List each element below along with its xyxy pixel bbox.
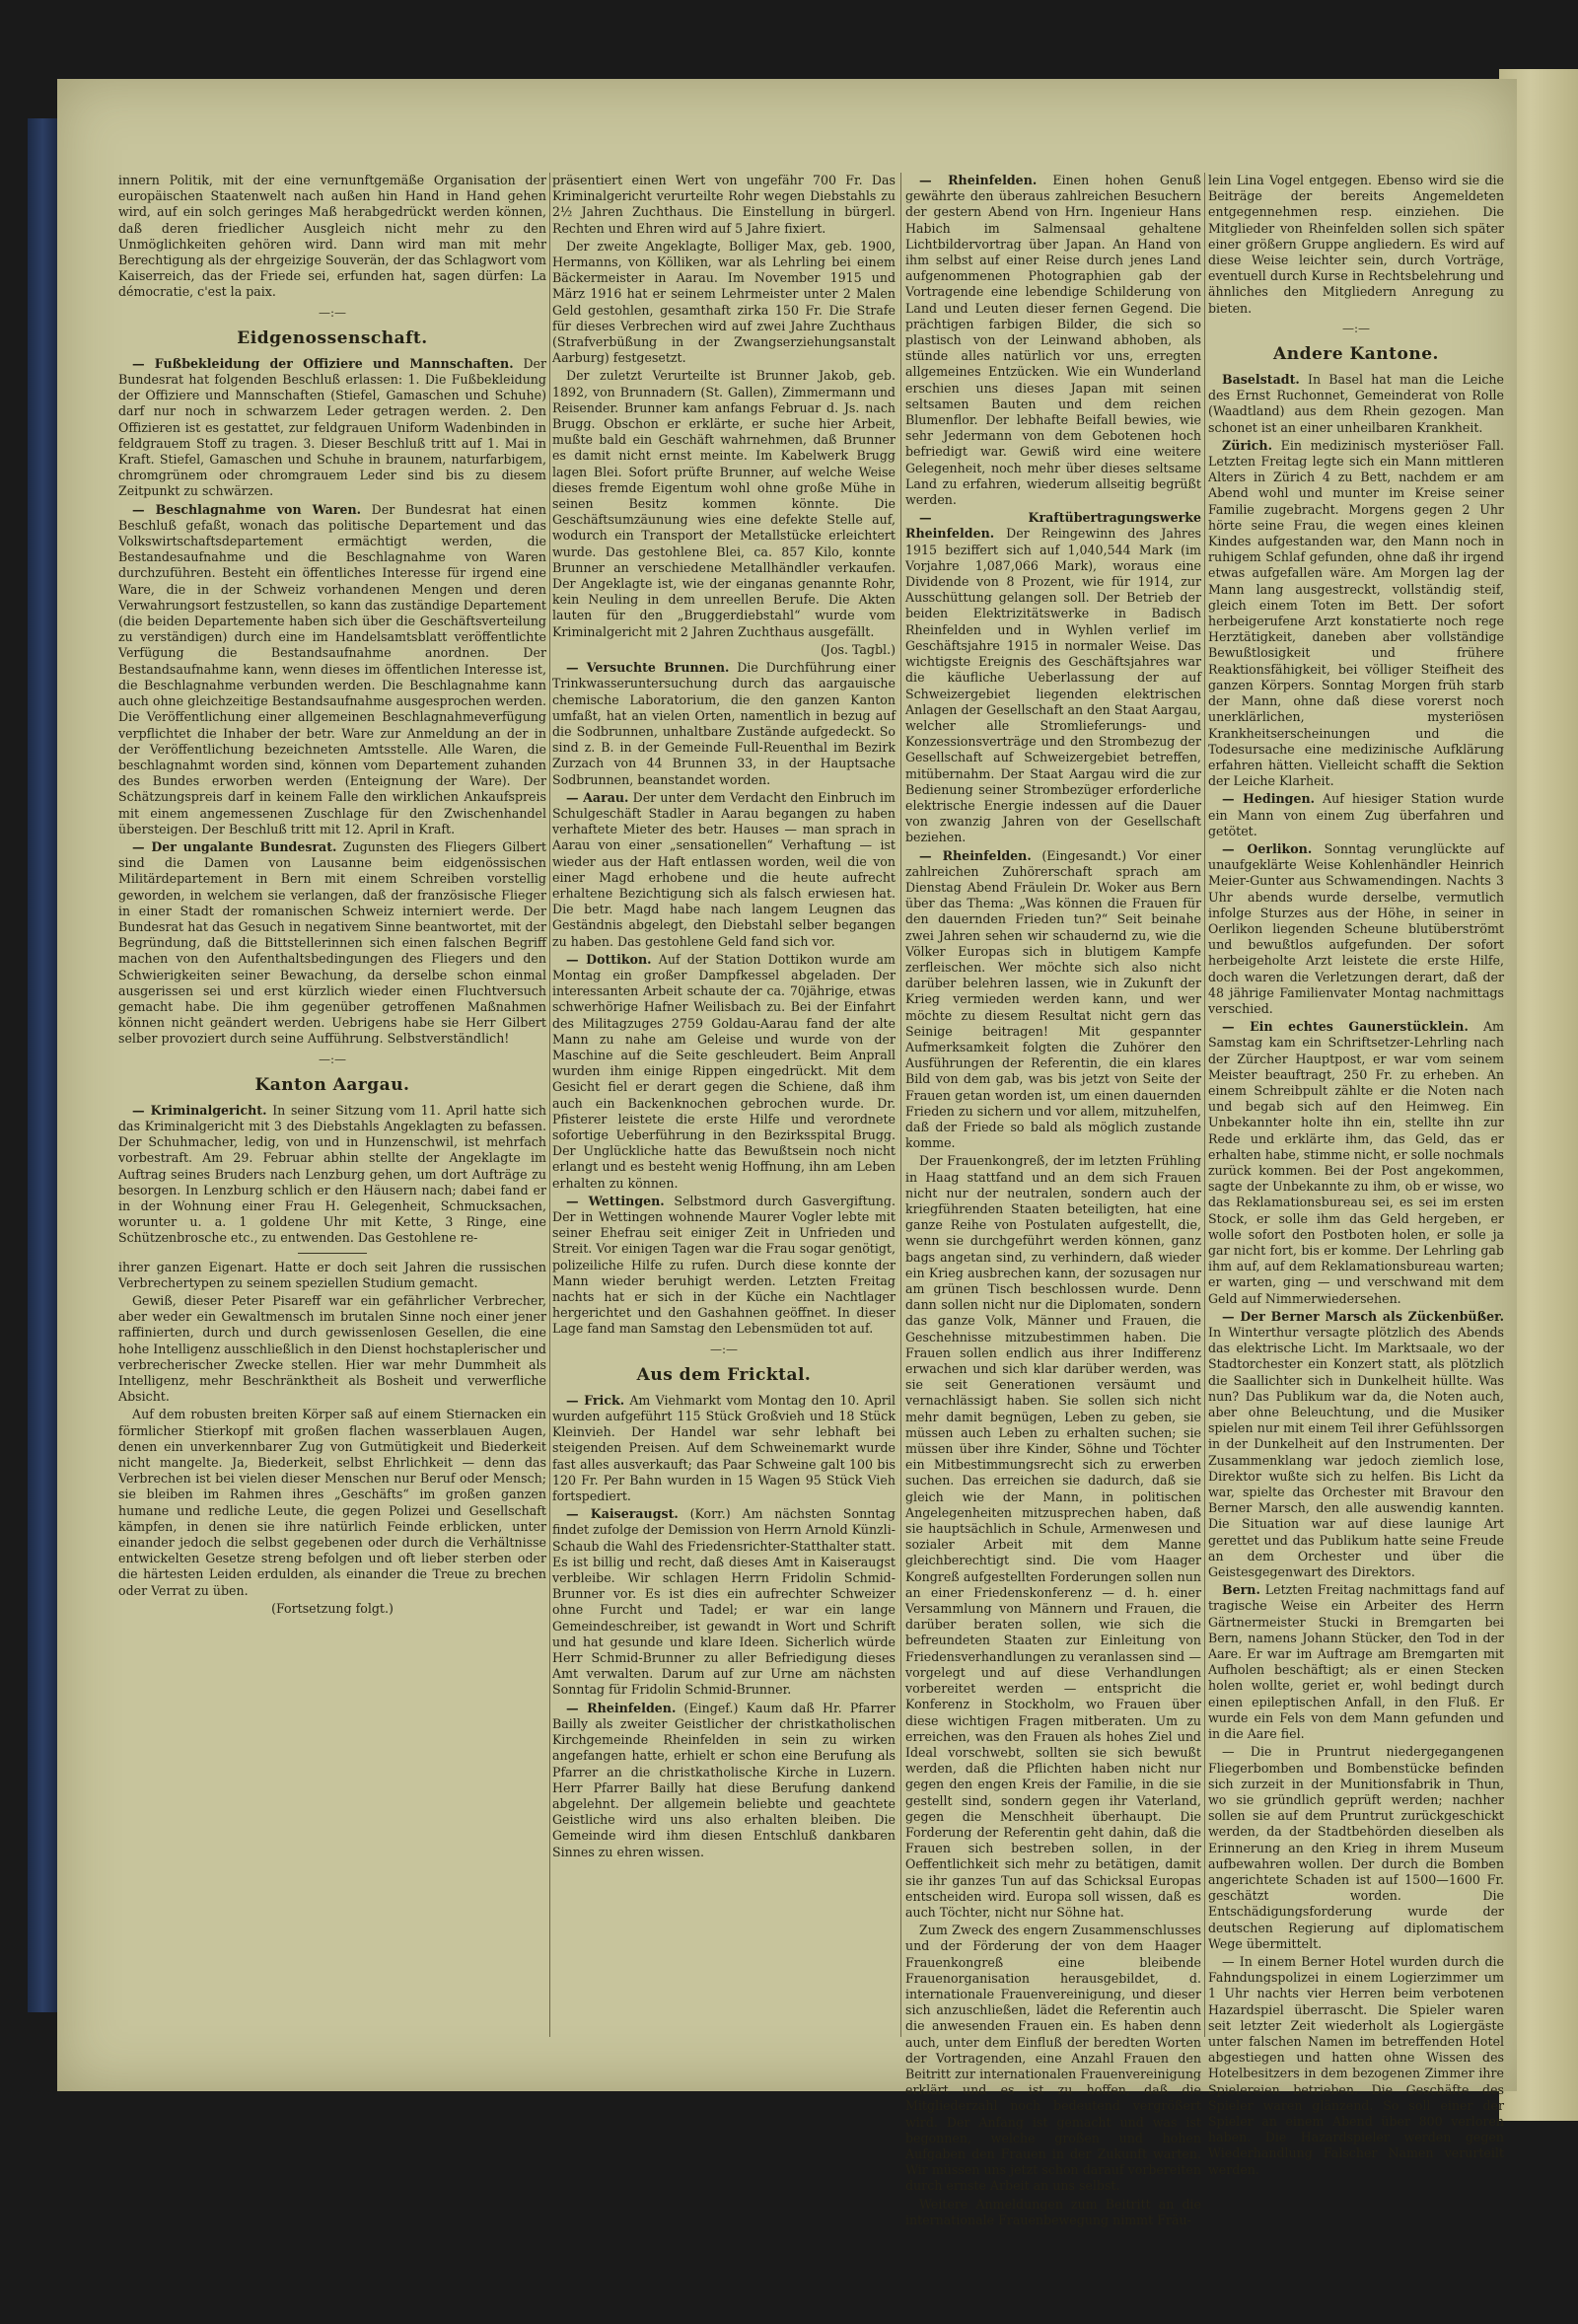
- column-rule: [1204, 173, 1205, 2037]
- article-paragraph: [1208, 791, 1504, 839]
- article-paragraph: [118, 356, 546, 500]
- section-divider: —:—: [1341, 321, 1371, 335]
- article-lead: — Der Berner Marsch als Zückenbüßer.: [1222, 1308, 1504, 1324]
- article-paragraph: [1208, 841, 1504, 1017]
- article-lead: — Rheinfelden.: [919, 847, 1032, 863]
- article-text: Zum Zweck des engern Zusammenschlusses und der Förderung der von dem Haager Frauenkongreß eine bleibende Frauenorganisation herausgebildet, d. internationale Frauenvereinigung, und dieser sich anzuschließen, lädet die Referentin auch die anwesenden Frauen ein. Es haben denn auch, unter dem Einfluß der beredten Worten der Vortragenden, eine Anzahl Frauen den Beitritt zur internationalen Frauenvereinigung erklärt und es ist zu hoffen, daß die Mitgliederzahl noch bedeutend vergrößert wird. Der Anfang ist gemacht und was ist begonnen, welche großen und hohen Aufgaben den Frauen in der Zukunft warten. Wir müssen uns jetzt schon darauf vorbereiten durch ernste Arbeit an uns selbst.: [905, 1923, 1201, 2194]
- article-lead: Bern.: [1222, 1582, 1260, 1598]
- section-heading: Aus dem Fricktal.: [636, 1364, 812, 1385]
- article-text: Selbstmord durch Gasvergiftung. Der in Wettingen wohnende Maurer Vogler lebte mit seiner Ehefrau seit einiger Zeit in Unfrieden und Streit. Vor einigen Tagen war die Frau sogar genötigt, polizeiliche Hilfe zu rufen. Durch diese konnte der Mann wieder beruhigt werden. Letzten Freitag nachts hat er sich in der Küche ein Nachtlager hergerichtet und den Gashahnen geöffnet. In dieser Lage fand man Samstag den Lebensmüden tot auf.: [552, 1193, 896, 1337]
- section-heading: Andere Kantone.: [1273, 344, 1439, 365]
- feuilleton-text: ihrer ganzen Eigenart. Hatte er doch seit Jahren die russischen Verbrechertypen zu seinem speziellen Studium gemacht.: [118, 1259, 546, 1290]
- article-paragraph: [1208, 1309, 1504, 1580]
- article-text: Sonntag verunglückte auf unaufgeklärte Weise Kohlenhändler Heinrich Meier-Gunter aus Schwamendingen. Nachts 3 Uhr abends wurde derselbe, vermutlich infolge Sturzes aus der Höhe, in seiner in Oerlikon liegenden Scheune blutüberströmt und bewußtlos aufgefunden. Der sofort herbeigeholte Arzt leistete die erste Hilfe, doch waren die Verletzungen derart, daß der 48 jährige Familienvater Montag nachmittags verschied.: [1208, 840, 1504, 1016]
- article-paragraph: [1208, 372, 1504, 436]
- article-lead: — Kriminalgericht.: [132, 1102, 267, 1118]
- article-text: Zugunsten des Fliegers Gilbert sind die Damen von Lausanne beim eidgenössischen Militärdepartement in Bern mit einem Schreiben vorstellig geworden, in welchem sie verlangen, daß der französische Flieger in einer Stadt der romanischen Schweiz interniert werde. Der Bundesrat hat das Gesuch in negativem Sinne beantwortet, mit der Begründung, daß die Bittstellerinnen sich einen falschen Begriff machen von den Aufenthaltsbedingungen des Fliegers und den Schwierigkeiten seiner Bewachung, da derselbe schon einmal ausgerissen sei und erst kürzlich wieder einen Fluchtversuch gemacht habe. Die ihm gegenüber getroffenen Maßnahmen können nicht geändert werden. Uebrigens habe sie Herr Gilbert selber provoziert durch seine Aufführung. Selbstverständlich!: [118, 838, 546, 1047]
- section-divider: —:—: [709, 1342, 739, 1356]
- section-heading: Eidgenossenschaft.: [237, 327, 428, 348]
- article-lead: — Hedingen.: [1222, 791, 1316, 807]
- article-paragraph: [118, 502, 546, 837]
- article-paragraph: [905, 173, 1201, 508]
- article-paragraph: [905, 848, 1201, 1152]
- article-text: Weitere Anmeldungen zum Beitritt an die internationale Frauenbewegung nimmt Fräu-: [905, 2196, 1201, 2227]
- article-text: Der Bundesrat hat folgenden Beschluß erlassen: 1. Die Fußbekleidung der Offiziere und Mannschaften (Stiefel, Gamaschen und Schuhe) darf nur noch in schwarzem Leder getragen werden. 2. Den Offizieren ist es gestattet, zur feldgrauen Uniform Wadenbinden in feldgrauem Stoff zu tragen. 3. Dieser Beschluß tritt auf 1. Mai in Kraft. Stiefel, Gamaschen und Schuhe in braunem, naturfarbigem, chromgrünem oder chromgrauem Leder sind bis zu diesem Zeitpunkt zu schwärzen.: [118, 355, 547, 499]
- article-text: innern Politik, mit der eine vernunftgemäße Organisation der europäischen Staatenwelt nach außen hin Hand in Hand gehen wird, auf ein solch geringes Maß herabgedrückt werden können, daß deren friedlicher Ausgleich nicht mehr zu den Unmöglichkeiten gehören wird. Dann wird man mit mehr Berechtigung als der ehrgeizige Souverän, der das Schlagwort vom Kaiserreich, das der Friede sei, erfunden hat, sagen dürfen: La démocratie, c'est la paix.: [118, 173, 546, 300]
- article-lead: — Wettingen.: [566, 1193, 665, 1208]
- article-text: Ein medizinisch mysteriöser Fall. Letzten Freitag legte sich ein Mann mittleren Alters in Zürich 4 zu Bett, nachdem er am Abend wohl und munter im Kreise seiner Familie zugebracht. Morgens gegen 2 Uhr hörte seine Frau, die wegen eines kleinen Kindes aufgestanden war, den Mann noch in ruhigem Schlaf gefunden, ohne daß ihr irgend etwas aufgefallen wäre. Am Morgen lag der Mann lang ausgestreckt, vollständig steif, gleich einem Toten im Bett. Der sofort herbeigerufene Arzt konstatierte noch rege Herztätigkeit, daneben aber vollständige Bewußtlosigkeit und frühere Reaktionsfähigkeit, bei völliger Steifheit des ganzen Körpers. Sonntag Morgen früh starb der Mann, ohne daß diese vorerst noch unerklärlichen, mysteriösen Krankheitserscheinungen und die Todesursache eine medizinische Aufklärung erfahren hätten. Vielleicht schafft die Sektion der Leiche Klarheit.: [1208, 437, 1504, 789]
- article-lead: — Frick.: [566, 1392, 625, 1408]
- article-text: In seiner Sitzung vom 11. April hatte sich das Kriminalgericht mit 3 des Diebstahls Angeklagten zu befassen. Der Schuhmacher, ledig, von und in Hunzenschwil, ist mehrfach vorbestraft. Am 29. Februar abhin stellte der Angeklagte im Auftrag seines Bruders nach Lenzburg gehen, um dort Aufträge zu besorgen. In Lenzburg schlich er den Häusern nach; dabei fand er in der Wohnung einer Frau H. Gelegenheit, Schmucksachen, worunter u. a. 1 goldene Uhr mit Kette, 3 Ringe, eine Schützenbrosche etc., zu entwenden. Das Gestohlene re-: [118, 1102, 546, 1246]
- article-text: Der unter dem Verdacht den Einbruch im Schulgeschäft Stadler in Aarau begangen zu haben verhaftete Mieter des betr. Hauses — man sprach in Aarau von einer „sensationellen“ Verhaftung — ist wieder aus der Haft entlassen worden, weil die von einer Magd erhobene und die heute aufrecht erhaltene Bezichtigung sich als falsch erwiesen hat. Die betr. Magd habe nach langem Leugnen das Geständnis abgelegt, den Diebstahl selber begangen zu haben. Das gestohlene Geld fand sich vor.: [552, 789, 896, 949]
- article-text: Der zuletzt Verurteilte ist Brunner Jakob, geb. 1892, von Brunnadern (St. Gallen), Zimmermann und Reisender. Brunner kam anfangs Februar d. Js. nach Brugg. Obschon er erklärte, er suche hier Arbeit, mußte bald ein Geschäft wahrnehmen, daß Brunner es damit nicht ernst meinte. Im Kabelwerk Brugg lagen Blei. Sofort prüfte Brunner, auf welche Weise dieses fremde Eigentum wohl ohne große Mühe in seinen Besitz kommen könnte. Die Geschäftsumzäunung wies eine defekte Stelle auf, wodurch ein Transport der Metallstücke erleichtert wurde. Das gestohlene Blei, ca. 857 Kilo, konnte Brunner an verschiedene Metallhändler verkaufen. Der Angeklagte ist, wie der einganas genannte Rohr, kein Neuling in dem unreellen Berufe. Die Akten lauten für den „Bruggerdiebstahl“ wurde vom Kriminalgericht mit 2 Jahren Zuchthaus ausgefällt.: [552, 368, 896, 639]
- column-4: [1208, 173, 1504, 2177]
- article-paragraph: [552, 952, 896, 1192]
- article-text: Auf der Station Dottikon wurde am Montag ein großer Dampfkessel abgeladen. Der interessanten Arbeit schaute der ca. 70jährige, etwas schwerhörige Hafner Weilisbach zu. Bei der Einfahrt des Militagzuges 2759 Goldau-Aarau fand der alte Mann zu nahe am Geleise und wurde von der Maschine auf die Seite geschleudert. Beim Anprall wurden ihm einige Rippen eingedrückt. Mit dem Gesicht fiel er derart gegen die Schiene, daß ihm auch ein Backenknochen gebrochen wurde. Dr. Pfisterer leistete die erste Hilfe und verordnete sofortige Ueberführung in den Bezirksspital Brugg. Der Unglückliche hatte das Bewußtsein noch nicht erlangt und es besteht wenig Hoffnung, ihn am Leben erhalten zu können.: [552, 951, 896, 1191]
- feuilleton-text: Auf dem robusten breiten Körper saß auf einem Stiernacken ein förmlicher Stierkopf mit großen flachen wasserblauen Augen, denen ein unverkennbarer Zug von Gutmütigkeit und Biederkeit nicht mangelte. Ja, Biederkeit, selbst Ehrlichkeit — denn das Verbrechen ist bei vielen dieser Menschen nur Beruf oder Mensch; sie bleiben im Rahmen ihres „Geschäfts“ im großen ganzen humane und redliche Leute, die gegen Polizei und Gesellschaft kämpfen, in denen sie ihre natürlich Feinde erblicken, unter einander jedoch die selbst gegebenen oder durch die Verhältnisse entwickelten Gesetze streng befolgen und oft lieber sterben oder die härtesten Leiden erdulden, als einander die Treue zu brechen oder Verrat zu üben.: [118, 1407, 546, 1598]
- book-binding: [28, 118, 61, 2012]
- section-divider: —:—: [318, 1052, 347, 1066]
- article-lead: — Oerlikon.: [1222, 840, 1313, 856]
- article-text: — In einem Berner Hotel wurden durch die Fahndungspolizei in einem Logierzimmer um 1 Uhr nachts vier Herren beim verbotenen Hazardspiel überrascht. Die Spieler waren seit letzter Zeit wiederholt als Logiergäste unter falschen Namen im betreffenden Hotel abgestiegen und hatten ohne Wissen des Hotelbesitzers in dem bezogenen Zimmer ihre Spielereien betrieben. Die Geschäfte des Spieler waren glänzend. So soll einer der Spieler an einem Abend über 800 verloren haben. Die Hazardspieler werden gegen Wiederhandlung Falscher Namen verurteilt werden.: [1208, 1953, 1504, 2177]
- article-paragraph: [552, 1393, 896, 1504]
- article-lead: — Der ungalante Bundesrat.: [132, 838, 337, 854]
- article-text: lein Lina Vogel entgegen. Ebenso wird sie die Beiträge der bereits Angemeldeten entgegennehmen resp. einziehen. Die Mitglieder von Rheinfelden sollen sich später einer größern Gruppe angliedern. Es wird auf diese Weise leichter sein, durch Vorträge, eventuell durch Kurse in Rechtsbelehrung und ähnliches den Mitgliedern Anregung zu bieten.: [1208, 173, 1504, 316]
- article-paragraph: [905, 510, 1201, 845]
- article-lead: Zürich.: [1222, 437, 1272, 453]
- article-paragraph: [552, 1701, 896, 1860]
- column-rule: [900, 173, 901, 2037]
- article-text: — Die in Pruntrut niedergegangenen Fliegerbomben und Bombenstücke befinden sich zurzeit in der Munitionsfabrik in Thun, wo sie gründlich geprüft werden; nachher sollen sie auf dem Pruntrut zurückgeschickt werden, da der Stadtbehörden dieselben als Erinnerung an den Krieg in ihrem Museum aufbewahren wollen. Der durch die Bomben angerichtete Schaden ist auf 1500—1600 Fr. geschätzt worden. Die Entschädigungsforderung wurde der deutschen Regierung auf diplomatischem Wege übermittelt.: [1208, 1744, 1504, 1951]
- article-text: präsentiert einen Wert von ungefähr 700 Fr. Das Kriminalgericht verurteilte Rohr wegen Diebstahls zu 2½ Jahren Zuchthaus. Die Einstellung in bürgerl. Rechten und Ehren wird auf 5 Jahre fixiert.: [552, 173, 896, 236]
- article-text: Letzten Freitag nachmittags fand auf tragische Weise ein Arbeiter des Herrn Gärtnermeister Stucki in Bremgarten bei Bern, namens Johann Stücker, den Tod in der Aare. Er war im Auftrage am Bremgarten mit Aufholen beschäftigt; als er einen Stecken holen wollte, geriet er, wohl bedingt durch einen epileptischen Anfall, in den Fluß. Er wurde ein Fels von dem Mann gefunden und in die Aare fiel.: [1208, 1582, 1504, 1742]
- article-lead: — Aarau.: [566, 789, 629, 805]
- article-text: Am Viehmarkt vom Montag den 10. April wurden aufgeführt 115 Stück Großvieh und 18 Stück Kleinvieh. Der Handel war sehr lebhaft bei steigenden Preisen. Auf dem Schweinemarkt wurde fast alles ausverkauft; das Paar Schweine galt 100 bis 120 Fr. Per Bahn wurden in 15 Wagen 95 Stück Vieh fortspediert.: [552, 1392, 896, 1504]
- feuilleton-rule: [298, 1253, 367, 1254]
- article-paragraph: [1208, 1582, 1504, 1742]
- feuilleton-text: Gewiß, dieser Peter Pisareff war ein gefährlicher Verbrecher, aber weder ein Gewaltmensch im brutalen Sinne noch einer jener raffinierten, durch und durch gewissenlosen Gesellen, die eine hohe Intelligenz ausschließlich in den Dienst hochstaplerischer und verbrecherischer Zwecke stellen. Hier war mehr Dummheit als Intelligenz, mehr Beschränktheit als Bosheit und verwerfliche Absicht.: [118, 1293, 546, 1405]
- section-heading: Kanton Aargau.: [254, 1074, 410, 1095]
- article-paragraph: [118, 839, 546, 1048]
- column-rule: [549, 173, 550, 2037]
- article-paragraph: [1208, 1019, 1504, 1307]
- article-paragraph: [118, 1103, 546, 1247]
- article-lead: — Kaiseraugst.: [566, 1506, 679, 1522]
- article-paragraph: [552, 660, 896, 788]
- article-lead: — Dottikon.: [566, 951, 652, 967]
- article-text: Am Samstag kam ein Schriftsetzer-Lehrling nach der Zürcher Hauptpost, er war vom seinem Meister beauftragt, 250 Fr. zu erheben. An einem Schreibpult zählte er die Noten nach und begab sich auf den Heimweg. Ein Unbekannter holte ihn ein, stellte ihn zur Rede und erklärte ihm, das Geld, das er erhalten habe, stimme nicht, er solle nochmals zurück kommen. Bei der Post angekommen, sagte der Unbekannte zu ihm, ob er wisse, wo das Reklamationsbureau sei, es sei im ersten Stock, er solle ihm das Geld hergeben, er wolle sofort den Postboten holen, er solle ja gar nicht fort, bis er komme. Der Lehrling gab ihm auf, auf dem Reklamationsbureau warten; er warten, ging — und verschwand mit dem Geld auf Nimmerwiedersehen.: [1208, 1019, 1504, 1306]
- article-text: Der Reingewinn des Jahres 1915 beziffert sich auf 1,040,544 Mark (im Vorjahre 1,087,066 Mark), woraus eine Dividende von 8 Prozent, wie für 1914, zur Ausschüttung gelangen soll. Der Betrieb der beiden Elektrizitätswerke in Badisch Rheinfelden und in Wyhlen verlief im Geschäftsjahre 1915 in normaler Weise. Das wichtigste Ereignis des Geschäftsjahres war die käufliche Ueberlassung der auf Schweizergebiet liegenden elektrischen Anlagen der Gesellschaft an den Staat Aargau, welcher alle Stromlieferungs- und Konzessionsverträge und den Strombezug der Gesellschaft auf Schweizergebiet betreffen, mitübernahm. Der Staat Aargau wird die zur Bedienung seiner Strombezüger erforderliche elektrische Energie indessen auf die Dauer von zwanzig Jahren von der Gesellschaft beziehen.: [905, 526, 1201, 845]
- article-lead: — Versuchte Brunnen.: [566, 660, 730, 676]
- article-text: Die Durchführung einer Trinkwasseruntersuchung durch das aargauische chemische Laboratorium, die den ganzen Kanton umfaßt, hat an vielen Orten, namentlich in bezug auf die Sodbrunnen, unhaltbare Zustände aufgedeckt. So sind z. B. in der Gemeinde Full-Reuenthal im Bezirk Zurzach von 44 Brunnen 33, in der Hauptsache Sodbrunnen, beanstandet worden.: [552, 660, 896, 787]
- column-1: [118, 173, 546, 2047]
- article-text: Der zweite Angeklagte, Bolliger Max, geb. 1900, Hermanns, von Kölliken, war als Lehrling bei einem Bäckermeister in Aarau. Im November 1915 und März 1916 hat er seinem Lehrmeister unter 2 Malen Geld gestohlen, gesamthaft zirka 150 Fr. Die Strafe für dieses Verbrechen wird auf zwei Jahre Zuchthaus (Strafverbüßung in der Zwangserziehungsanstalt Aarburg) festgesetzt.: [552, 238, 896, 366]
- article-text: Auf hiesiger Station wurde ein Mann von einem Zug überfahren und getötet.: [1208, 791, 1504, 838]
- article-text: In Basel hat man die Leiche des Ernst Ruchonnet, Gemeinderat von Rolle (Waadtland) aus dem Rhein gezogen. Man schonet ist an einer unheilbaren Krankheit.: [1208, 372, 1504, 435]
- article-text: Einen hohen Genuß gewährte den überaus zahlreichen Besuchern der gestern Abend von Hrn. Ingenieur Hans Habich im Salmensaal gehaltene Lichtbildervortrag über Japan. An Hand von ihm selbst auf einer Reise durch jenes Land aufgenommenen Photographien gab der Vortragende eine lebendige Schilderung von Land und Leuten dieser fernen Gegend. Die prächtigen farbigen Bilder, die sich so plastisch von der Leinwand abhoben, als stünde alles natürlich vor uns, erregten allgemeines Entzücken. Wie ein Wunderland erschien uns dieses Japan mit seinen seltsamen Bauten und dem reichen Blumenflor. Der lebhafte Beifall bewies, wie sehr Jedermann von dem Gebotenen hoch befriedigt war. Gewiß wird eine weitere Gelegenheit, noch mehr über dieses seltsame Land zu erfahren, wiederum allseitig begrüßt werden.: [905, 173, 1201, 508]
- continued-note: (Fortsetzung folgt.): [271, 1600, 394, 1616]
- article-lead: Baselstadt.: [1222, 372, 1300, 388]
- article-text: (Eingef.) Kaum daß Hr. Pfarrer Bailly als zweiter Geistlicher der christkatholischen Kirchgemeinde Rheinfelden in sein zu wirken angefangen hatte, erhielt er schon eine Berufung als Pfarrer an die christkatholische Kirche in Luzern. Herr Pfarrer Bailly hat diese Berufung dankend abgelehnt. Der allgemein beliebte und geachtete Geistliche wird uns also erhalten bleiben. Die Gemeinde wird ihm diesen Entschluß dankbaren Sinnes zu ehren wissen.: [552, 1700, 896, 1859]
- article-text: Der Bundesrat hat einen Beschluß gefaßt, wonach das politische Departement und das Volkswirtschaftsdepartement ermächtigt werden, die Bestandesaufnahme und die Beschlagnahme von Waren durchzuführen. Besteht ein öffentliches Interesse für irgend eine Ware, die in der Schweiz vorhandenen Mengen und deren Verwahrungsort festzustellen, so kann das zuständige Departement (die beiden Departemente haben sich über die Geschäftsverteilung zu verständigen) durch eine im Handelsamtsblatt veröffentlichte Verfügung die Bestandsaufnahme anordnen. Der Bestandsaufnahme kann, wenn dieses im öffentlichen Interesse ist, die Beschlagnahme verbunden werden. Die Beschlagnahme kann auch ohne gleichzeitige Bestandsaufnahme ausgesprochen werden. Die Veröffentlichung einer allgemeinen Beschlagnahmeverfügung verpflichtet die Inhaber der betr. Ware zur Anmeldung an der in der Veröffentlichung bezeichneten Amtsstelle. Alle Waren, die beschlagnahmt worden sind, können vom Departement zuhanden des Bundes erworben werden (Enteignung der Ware). Der Schätzungspreis darf in keinem Falle den wirklichen Ankaufspreis mit einem angemessenen Zuschlage für den Zwischenhandel übersteigen. Der Beschluß tritt mit 12. April in Kraft.: [118, 501, 546, 836]
- article-text: (Eingesandt.) Vor einer zahlreichen Zuhörerschaft sprach am Dienstag Abend Fräulein Dr. Woker aus Bern über das Thema: „Was können die Frauen für den dauernden Frieden tun?“ Seit beinahe zwei Jahren sehen wir schaudernd zu, wie die Völker Europas sich in blutigem Kampfe zerfleischen. Wer möchte sich also nicht darüber belehren lassen, wie in Zukunft der Krieg vermieden werden kann, und wer möchte zu diesem Resultat nicht gern das Seinige beitragen! Mit gespannter Aufmerksamkeit folgten die Zuhörer den Ausführungen der Referentin, die ein klares Bild von dem gab, was bis jetzt von Seite der Frauen getan worden ist, um einen dauernden Frieden zu sichern und vor allem, mitzuhelfen, daß der Friede so bald als möglich zustande komme.: [905, 847, 1201, 1151]
- article-text: In Winterthur versagte plötzlich des Abends das elektrische Licht. Im Marktsaale, wo der Stadtorchester ein Konzert statt, als plötzlich die Saallichter sich in Dunkelheit hüllte. Was nun? Das Publikum war da, die Noten auch, aber ohne Beleuchtung, und die Musiker spielen nur mit einem Teil ihrer Gefühlssorgen in der Dunkelheit auf den Instrumenten. Der Zusammenklang war jedoch ziemlich lose, Direktor wußte sich zu helfen. Bis Licht da war, spielte das Orchester mit Bravour den Berner Marsch, den alle auswendig kannten. Die Situation war auf diese launige Art gerettet und das Publikum hatte seine Freude an dem Orchester und über die Geistesgegenwart des Direktors.: [1208, 1325, 1504, 1580]
- article-paragraph: [552, 1506, 896, 1698]
- column-2: [552, 173, 896, 2047]
- article-lead: — Beschlagnahme von Waren.: [132, 501, 362, 517]
- column-3: [905, 173, 1201, 2227]
- section-divider: —:—: [318, 305, 347, 320]
- article-paragraph: [552, 790, 896, 950]
- article-lead: — Rheinfelden.: [919, 173, 1038, 187]
- article-paragraph: [1208, 438, 1504, 789]
- article-lead: — Rheinfelden.: [566, 1700, 677, 1715]
- article-paragraph: [552, 1194, 896, 1338]
- article-lead: — Ein echtes Gaunerstücklein.: [1222, 1019, 1469, 1035]
- article-text: (Korr.) Am nächsten Sonntag findet zufolge der Demission von Herrn Arnold Künzli-Schaub die Wahl des Friedensrichter-Statthalter statt. Es ist billig und recht, daß dieses Amt in Kaiseraugst verbleibe. Wir schlagen Herrn Fridolin Schmid-Brunner vor. Es ist dies ein aufrechter Schweizer ohne Furcht und Tadel; er war ein lange Gemeindeschreiber, ist gewandt in Wort und Schrift und hat gesunde und klare Ideen. Sicherlich würde Herr Schmid-Brunner zu aller Befriedigung dieses Amt verwalten. Darum auf zur Urne am nächsten Sonntag für Fridolin Schmid-Brunner.: [552, 1506, 896, 1698]
- article-text: Der Frauenkongreß, der im letzten Frühling in Haag stattfand und an dem sich Frauen nicht nur der neutralen, sondern auch der kriegführenden Staaten beteiligten, hat eine ganze Reihe von Postulaten aufgestellt, die, wenn sie durchgeführt werden können, ganz bags angetan sind, zu verhindern, daß wieder ein Krieg ausbrechen kann, der sozusagen nur am grünen Tisch beschlossen wurde. Denn dann sollen nicht nur die Diplomaten, sondern das ganze Volk, Männer und Frauen, die Geschehnisse mitzubestimmen haben. Die Frauen sollen endlich aus ihrer Indifferenz erwachen und sich klar darüber werden, was sie seit Generationen versäumt und vernachlässigt haben. Sie sollen sich nicht mehr damit begnügen, Leben zu geben, sie müssen auch Leben zu erhalten suchen; sie müssen über ihre Kinder, Söhne und Töchter ein Mitbestimmungsrecht sich zu erwerben suchen. Das erreichen sie dadurch, daß sie gleich wie der Mann, in politischen Angelegenheiten mitzusprechen haben, daß sie hauptsächlich in Schule, Armenwesen und sozialer Arbeit mit dem Manne gleichberechtigt sind. Die vom Haager Kongreß aufgestellten Forderungen sollen nun an einer Friedenskonferenz — d. h. einer Versammlung von Männern und Frauen, die darüber beraten sollen, wie sich die befreundeten Staaten zur Einleitung von Friedensverhandlungen zu veranlassen sind — vorgelegt und auf diese Verhandlungen vorbereitet werden — entspricht die Konferenz in Stockholm, wo Frauen über diese wichtigen Fragen mitberaten. Um zu erreichen, was den Frauen als hohes Ziel und Ideal vorschwebt, sollten sie sich bewußt werden, daß die Pflichten haben nicht nur gegen den engen Kreis der Familie, in die sie gestellt sind, sondern gegen ihr Vaterland, gegen die Menschheit überhaupt. Die Forderung der Referentin geht dahin, daß die Frauen sich bestreben sollen, in der Oeffentlichkeit sich mehr zu betätigen, damit sie ihr ganzes Tun auf das Schicksal Europas entscheiden wird. Europa soll wissen, daß es auch Töchter, nicht nur Söhne hat.: [905, 1153, 1201, 1920]
- article-lead: — Kraftübertragungswerke Rheinfelden.: [905, 510, 1201, 542]
- article-lead: — Fußbekleidung der Offiziere und Mannschaften.: [132, 355, 514, 371]
- article-source: (Jos. Tagbl.): [820, 641, 896, 657]
